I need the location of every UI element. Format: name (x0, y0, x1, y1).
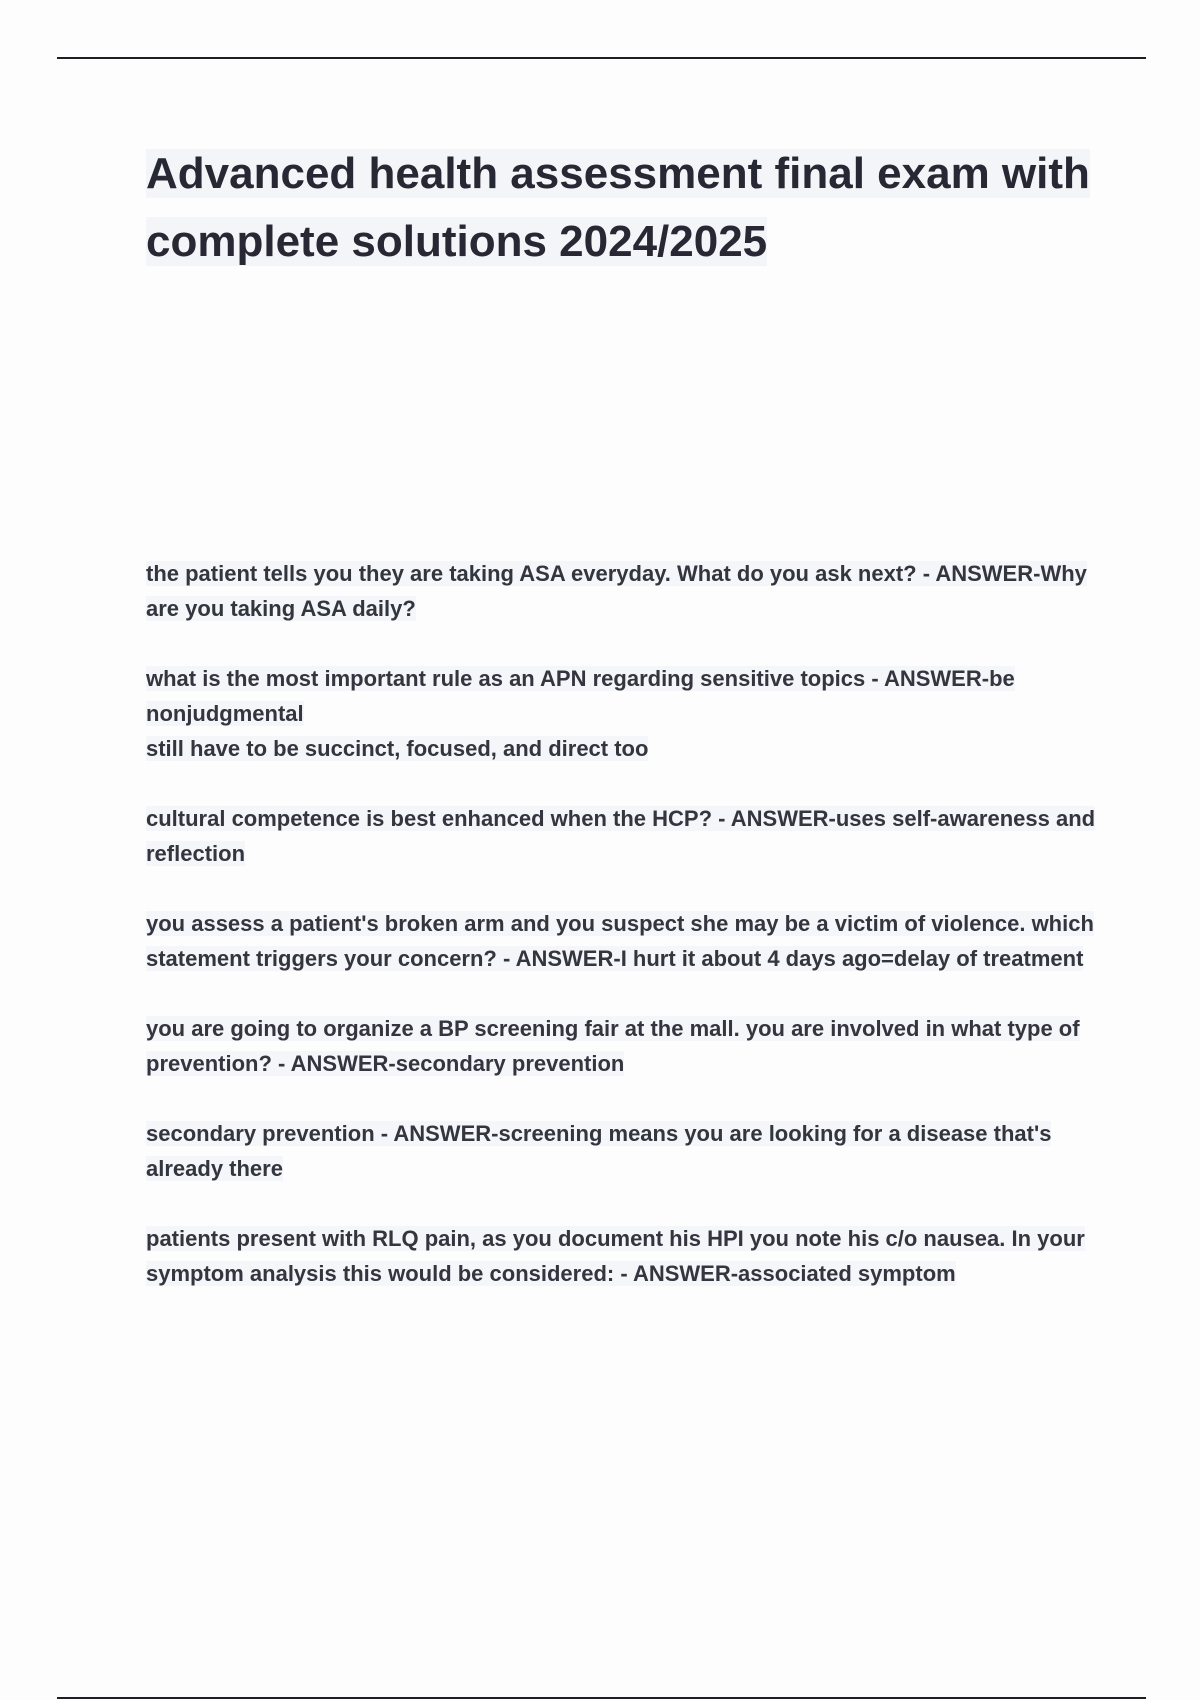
qa-text: you assess a patient's broken arm and you suspect she may be a victim of violence. which statement triggers your concern? - ANSWER-I hurt it about 4 days ago=delay of treatment (146, 911, 1094, 971)
qa-item (146, 556, 1101, 626)
qa-item (146, 906, 1101, 976)
title-text: Advanced health assessment final exam with complete solutions 2024/2025 (146, 149, 1090, 266)
qa-text: you are going to organize a BP screening fair at the mall. you are involved in what type of prevention? - ANSWER-secondary prevention (146, 1016, 1080, 1076)
qa-text: secondary prevention - ANSWER-screening means you are looking for a disease that's already there (146, 1121, 1052, 1181)
qa-item (146, 1116, 1101, 1186)
footer-rule (57, 1697, 1146, 1699)
qa-text: the patient tells you they are taking ASA everyday. What do you ask next? - ANSWER-Why are you taking ASA daily? (146, 561, 1087, 621)
qa-text: what is the most important rule as an APN regarding sensitive topics - ANSWER-be nonjudgmental (146, 666, 1015, 726)
qa-list (146, 556, 1101, 1326)
qa-text: cultural competence is best enhanced when the HCP? - ANSWER-uses self-awareness and reflection (146, 806, 1096, 866)
qa-item (146, 1221, 1101, 1291)
document-title (146, 140, 1146, 276)
header-rule (57, 57, 1146, 59)
qa-extra: still have to be succinct, focused, and direct too (146, 736, 649, 761)
qa-item (146, 801, 1101, 871)
qa-text: patients present with RLQ pain, as you document his HPI you note his c/o nausea. In your symptom analysis this would be considered: - ANSWER-associated symptom (146, 1226, 1085, 1286)
qa-item (146, 661, 1101, 766)
qa-item (146, 1011, 1101, 1081)
